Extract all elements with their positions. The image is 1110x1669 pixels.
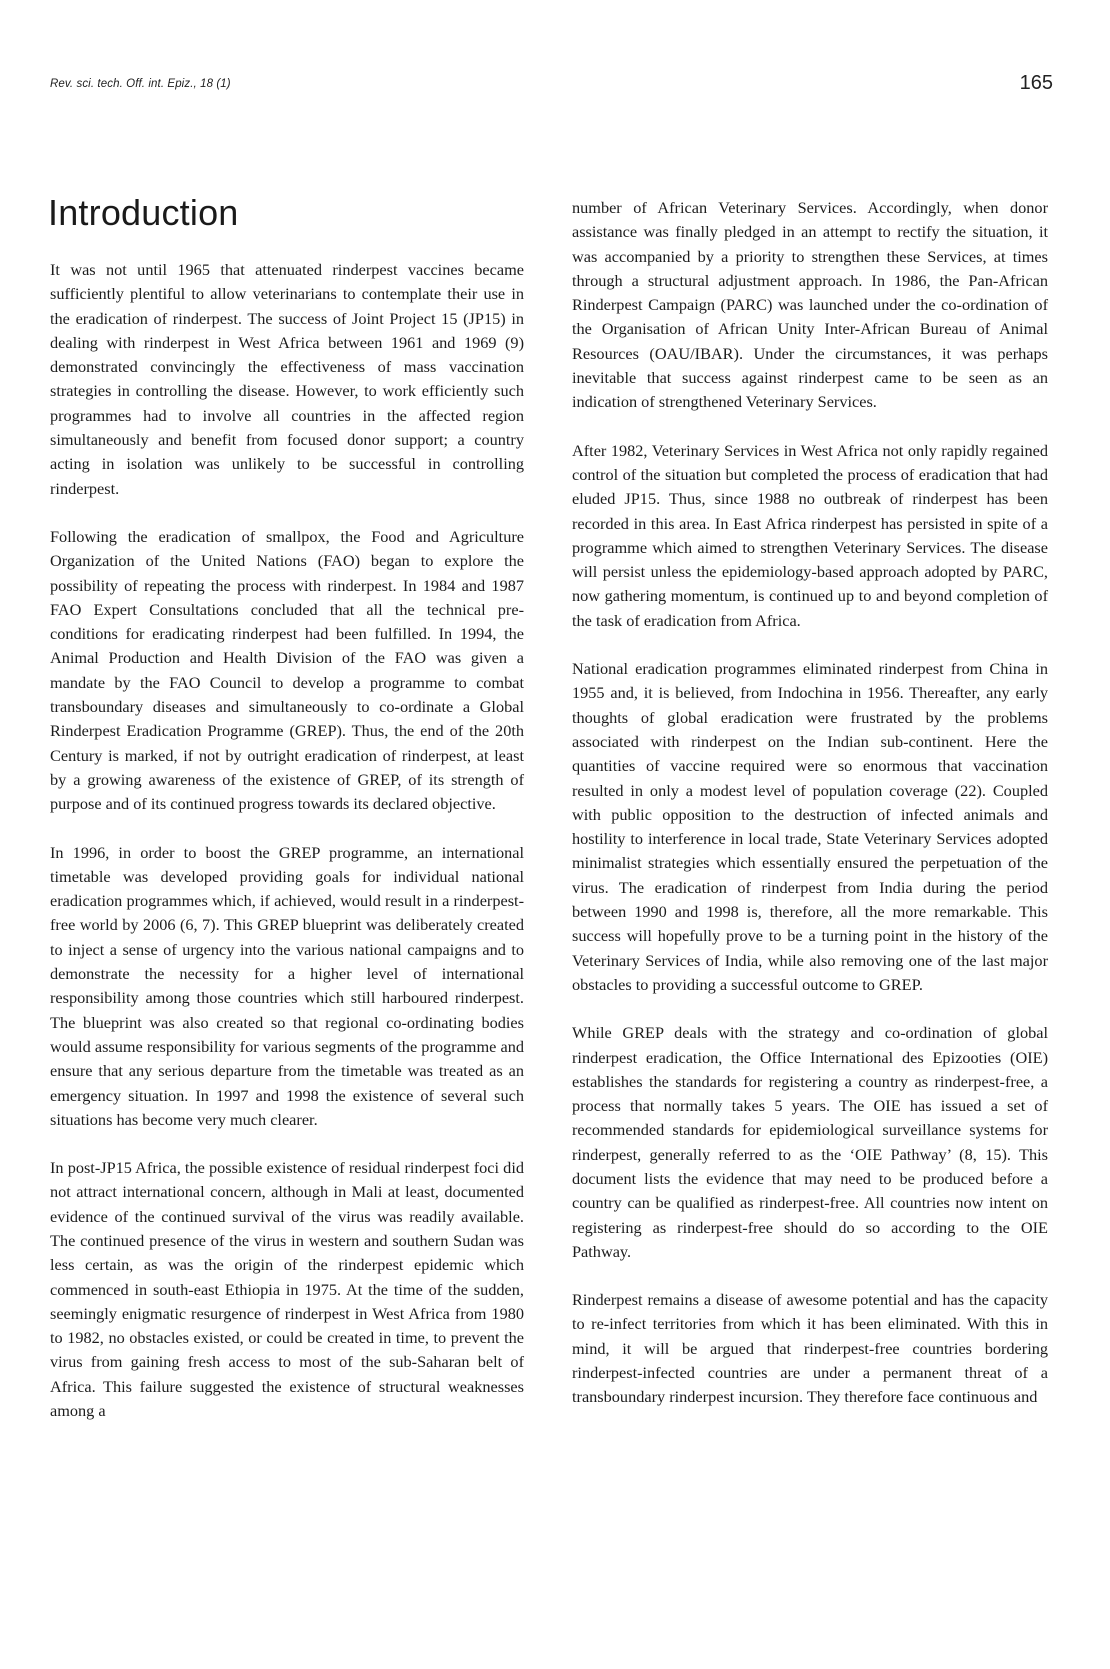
paragraph: In post-JP15 Africa, the possible existence of residual rinderpest foci did not attract international concern, although in Mali at least, documented evidence of the continued survival of the virus was readily available. The continued presence of the virus in western and southern Sudan was less certain, as was the origin of the rinderpest epidemic which commenced in south-east Ethiopia in 1975. At the time of the sudden, seemingly enigmatic resurgence of rinderpest in West Africa from 1980 to 1982, no obstacles existed, or could be created in time, to prevent the virus from gaining fresh access to most of the sub-Saharan belt of Africa. This failure suggested the existence of structural weaknesses among a (50, 1158, 524, 1421)
section-title: Introduction (48, 192, 239, 233)
paragraph: After 1982, Veterinary Services in West Africa not only rapidly regained control of the situation but completed the process of eradication that had eluded JP15. Thus, since 1988 no outbreak of rinderpest has been recorded in this area. In East Africa rinderpest has persisted in spite of a programme which aimed to strengthen Veterinary Services. The disease will persist unless the epidemiology-based approach adopted by PARC, now gathering momentum, is continued up to and beyond completion of the task of eradication from Africa. (572, 440, 1048, 630)
page-number: 165 (1019, 72, 1053, 94)
paragraph: It was not until 1965 that attenuated rinderpest vaccines became sufficiently plentiful to allow veterinarians to contemplate their use in the eradication of rinderpest. The success of Joint Project 15 (JP15) in dealing with rinderpest in West Africa between 1961 and 1969 (9) demonstrated convincingly the effectiveness of mass vaccination strategies in controlling the disease. However, to work efficiently such programmes had to involve all countries in the affected region simultaneously and benefit from focused donor support; a country acting in isolation was unlikely to be successful in controlling rinderpest. (50, 260, 524, 498)
paragraph: Following the eradication of smallpox, the Food and Agriculture Organization of the United Nations (FAO) began to explore the possibility of repeating the process with rinderpest. In 1984 and 1987 FAO Expert Consultations concluded that all the technical pre-conditions for eradicating rinderpest had been fulfilled. In 1994, the Animal Production and Health Division of the FAO was given a mandate by the FAO Council to develop a programme to combat transboundary diseases and simultaneously to co-ordinate a Global Rinderpest Eradication Programme (GREP). Thus, the end of the 20th Century is marked, if not by outright eradication of rinderpest, at least by a growing awareness of the existence of GREP, of its strength of purpose and of its continued progress towards its declared objective. (50, 526, 524, 814)
running-head: Rev. sci. tech. Off. int. Epiz., 18 (1) (50, 78, 231, 90)
left-column (50, 258, 524, 1447)
right-column (572, 196, 1048, 1434)
paragraph: In 1996, in order to boost the GREP programme, an international timetable was developed providing goals for individual national eradication programmes which, if achieved, would result in a rinderpest-free world by 2006 (6, 7). This GREP blueprint was deliberately created to inject a sense of urgency into the various national campaigns and to demonstrate the necessity for a higher level of international responsibility among those countries which still harboured rinderpest. The blueprint was also created so that regional co-ordinating bodies would assume responsibility for various segments of the programme and ensure that any serious departure from the timetable was treated as an emergency situation. In 1997 and 1998 the existence of several such situations has become very much clearer. (50, 842, 524, 1129)
paragraph: number of African Veterinary Services. Accordingly, when donor assistance was finally pledged in an attempt to rectify the situation, it was accompanied by a priority to strengthen these Services, at times through a structural adjustment approach. In 1986, the Pan-African Rinderpest Campaign (PARC) was launched under the co-ordination of the Organisation of African Unity Inter-African Bureau of Animal Resources (OAU/IBAR). Under the circumstances, it was perhaps inevitable that success against rinderpest came to be seen as an indication of strengthened Veterinary Services. (572, 198, 1048, 412)
paragraph: National eradication programmes eliminated rinderpest from China in 1955 and, it is believed, from Indochina in 1956. Thereafter, any early thoughts of global eradication were frustrated by the problems associated with rinderpest on the Indian sub-continent. Here the quantities of vaccine required were so enormous that vaccination resulted in only a modest level of population coverage (22). Coupled with public opposition to the destruction of infected animals and hostility to interference in local trade, State Veterinary Services adopted minimalist strategies which essentially ensured the perpetuation of the virus. The eradication of rinderpest from India during the period between 1990 and 1998 is, therefore, all the more remarkable. This success will hopefully prove to be a turning point in the history of the Veterinary Services of India, while also removing one of the last major obstacles to providing a successful outcome to GREP. (572, 659, 1048, 994)
paragraph: While GREP deals with the strategy and co-ordination of global rinderpest eradication, the Office International des Epizooties (OIE) establishes the standards for registering a country as rinderpest-free, a process that normally takes 5 years. The OIE has issued a set of recommended standards for epidemiological surveillance systems for rinderpest, generally referred to as the ‘OIE Pathway’ (8, 15). This document lists the evidence that may need to be produced before a country can be qualified as rinderpest-free. All countries now intent on registering as rinderpest-free should do so according to the OIE Pathway. (572, 1023, 1048, 1261)
paragraph: Rinderpest remains a disease of awesome potential and has the capacity to re-infect territories from which it has been eliminated. With this in mind, it will be argued that rinderpest-free countries bordering rinderpest-infected countries are under a permanent threat of a transboundary rinderpest incursion. They therefore face continuous and (572, 1290, 1048, 1407)
